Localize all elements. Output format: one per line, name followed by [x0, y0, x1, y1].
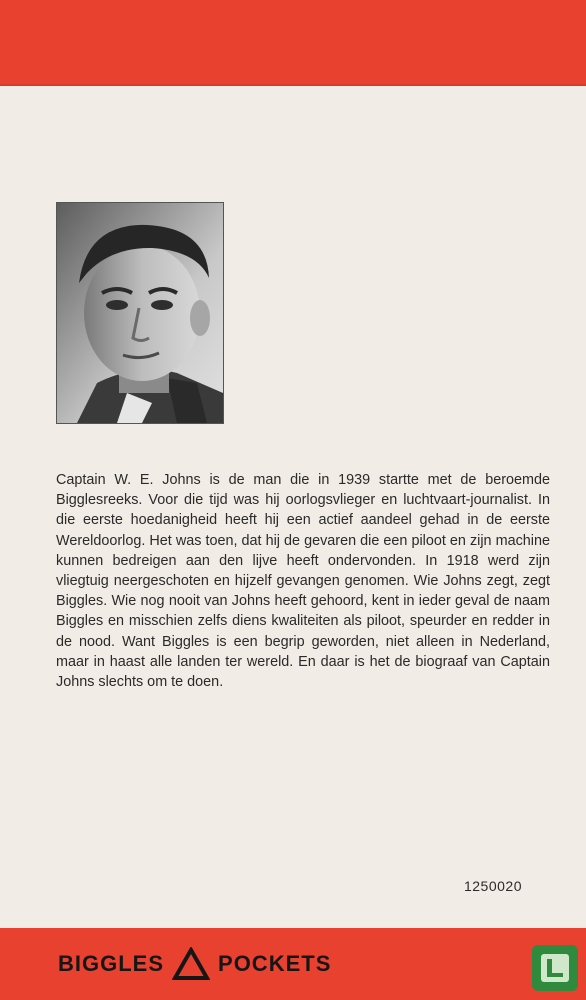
- site-logo-icon: [532, 945, 578, 991]
- top-red-band: [0, 0, 586, 86]
- brand-left-word: BIGGLES: [58, 951, 165, 976]
- catalog-number: 1250020: [463, 878, 522, 894]
- portrait-illustration: [57, 203, 223, 423]
- publisher-brand: [58, 942, 331, 986]
- author-portrait: [56, 202, 224, 424]
- biography-paragraph: Captain W. E. Johns is de man die in 1939 startte met de beroemde Bigglesreeks. Voor die tijd was hij oorlogsvlieger en luchtvaart-journalist. In die eerste hoedanigheid heeft hij een actief aandeel gehad in de eerste Wereldoorlog. Het was toen, dat hij de gevaren die een piloot en zijn machine kunnen bedreigen aan den lijve heeft ondervonden. In 1918 werd zijn vliegtuig neergeschoten en hijzelf gevangen genomen. Wie Johns zegt, zegt Biggles. Wie nog nooit van Johns heeft gehoord, kent in ieder geval de naam Biggles en misschien zelfs diens kwaliteiten als piloot, speurder en redder in de nood. Want Biggles is een begrip geworden, niet alleen in Nederland, maar in haast alle landen ter wereld. En daar is het de biograaf van Captain Johns slechts om te doen.: [56, 472, 550, 691]
- author-biography: [56, 470, 550, 692]
- brand-right-word: POCKETS: [218, 951, 332, 976]
- triangle-icon: [172, 947, 210, 981]
